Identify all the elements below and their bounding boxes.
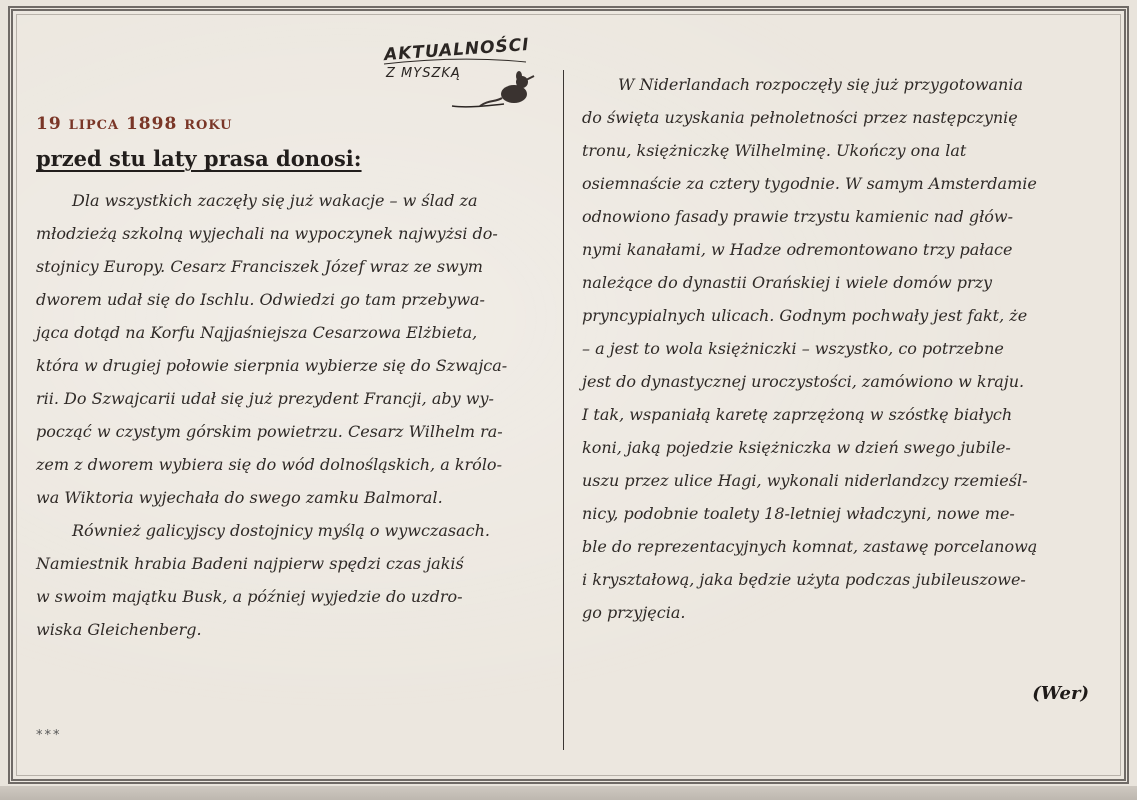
text-line: jąca dotąd na Korfu Najjaśniejsza Cesarzowa Elżbieta, [36, 323, 478, 342]
text-line: ble do reprezentacyjnych komnat, zastawę porcelanową [582, 537, 1038, 556]
text-line: dworem udał się do Ischlu. Odwiedzi go tam przebywa- [36, 290, 485, 309]
date-year: 1898 [125, 114, 178, 134]
column-divider [563, 70, 564, 750]
date-day: 19 [36, 114, 62, 134]
text-line: stojnicy Europy. Cesarz Franciszek Józef wraz ze swym [36, 257, 483, 276]
left-column-text [36, 184, 546, 646]
text-line: należące do dynastii Orańskiej i wiele domów przy [582, 273, 993, 292]
text-line: Dla wszystkich zaczęły się już wakacje – w ślad za [72, 191, 478, 210]
text-line: w swoim majątku Busk, a później wyjedzie do uzdro- [36, 587, 463, 606]
text-line: odnowiono fasady prawie trzystu kamienic nad głów- [582, 207, 1014, 226]
text-line: Również galicyjscy dostojnicy myślą o wywczasach. [72, 521, 491, 540]
text-line: młodzieżą szkolną wyjechali na wypoczynek najwyżsi do- [36, 224, 498, 243]
author-signature: (Wer) [1032, 683, 1089, 704]
text-line: zem z dworem wybiera się do wód dolnośląskich, a królo- [36, 455, 502, 474]
text-line: tronu, księżniczkę Wilhelminę. Ukończy ona lat [582, 141, 967, 160]
text-line: Namiestnik hrabia Badeni najpierw spędzi czas jakiś [36, 554, 464, 573]
text-line: do święta uzyskania pełnoletności przez następczynię [582, 108, 1018, 127]
text-line: uszu przez ulice Hagi, wykonali niderlandzcy rzemieśl- [582, 471, 1028, 490]
text-line: wa Wiktoria wyjechała do swego zamku Balmoral. [36, 488, 443, 507]
text-line: począć w czystym górskim powietrzu. Cesarz Wilhelm ra- [36, 422, 503, 441]
text-line: osiemnaście za cztery tygodnie. W samym Amsterdamie [582, 174, 1037, 193]
text-line: W Niderlandach rozpoczęły się już przygotowania [618, 75, 1024, 94]
text-line: która w drugiej połowie sierpnia wybierze się do Szwajca- [36, 356, 508, 375]
text-line: wiska Gleichenberg. [36, 620, 202, 639]
date-heading [36, 114, 233, 134]
right-column-text [582, 68, 1092, 629]
section-separator-stars: *** [36, 728, 62, 743]
text-line: jest do dynastycznej uroczystości, zamówiono w kraju. [582, 372, 1025, 391]
date-month: LIPCA [68, 118, 120, 133]
text-line: pryncypialnych ulicach. Godnym pochwały jest fakt, że [582, 306, 1028, 325]
text-line: – a jest to wola księżniczki – wszystko, co potrzebne [582, 339, 1004, 358]
text-line: I tak, wspaniałą karetę zaprzężoną w szóstkę białych [582, 405, 1013, 424]
logo-subtitle: Z MYSZKĄ [386, 66, 461, 81]
logo-title: AKTUALNOŚCI [383, 34, 531, 66]
column-logo [376, 36, 546, 126]
text-line: go przyjęcia. [582, 603, 686, 622]
text-line: i kryształową, jaka będzie użyta podczas jubileuszowe- [582, 570, 1026, 589]
text-line: koni, jaką pojedzie księżniczka w dzień swego jubile- [582, 438, 1011, 457]
text-line: nymi kanałami, w Hadze odremontowano trzy pałace [582, 240, 1013, 259]
text-line: nicy, podobnie toalety 18-letniej władczyni, nowe me- [582, 504, 1015, 523]
page-bottom-edge [0, 786, 1137, 800]
section-subtitle: przed stu laty prasa donosi: [36, 146, 362, 171]
text-line: rii. Do Szwajcarii udał się już prezydent Francji, aby wy- [36, 389, 494, 408]
date-suffix: ROKU [184, 118, 233, 133]
